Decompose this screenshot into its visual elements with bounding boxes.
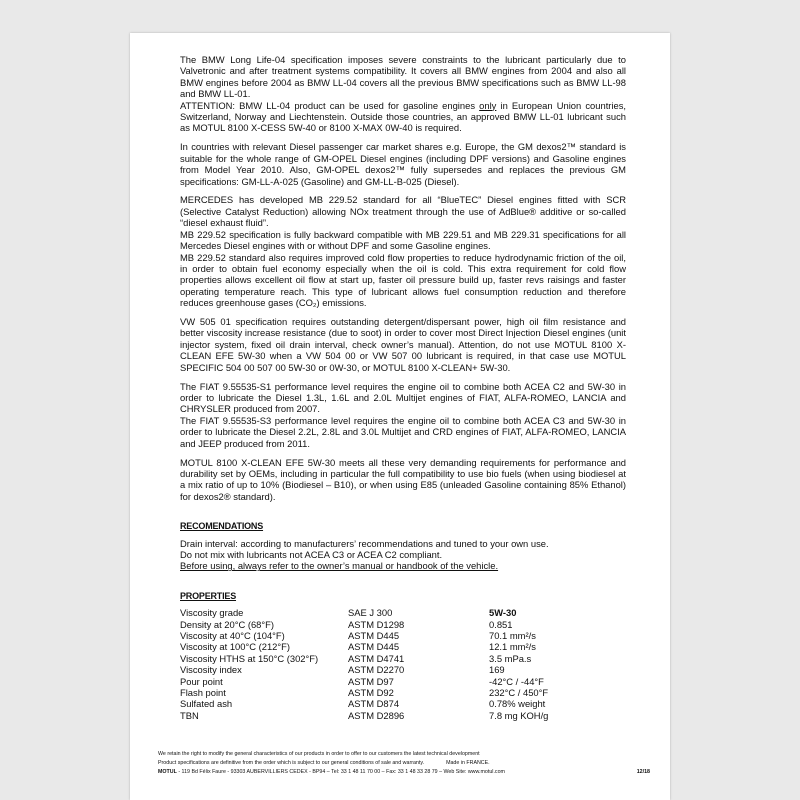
property-name: Viscosity index — [180, 664, 242, 676]
property-value: 0.78% weight — [489, 698, 546, 710]
property-value: 3.5 mPa.s — [489, 652, 532, 664]
fiat-s3-paragraph: The FIAT 9.55535-S3 performance level requires the engine oil to combine both ACEA C3 and 5W-30 in order to lubricate the Diesel 2.2L, 2.8L and 3.0L Multijet and CRD engines of FIAT, ALFA-ROMEO, LANCIA and JEEP produced from 2011. — [180, 414, 626, 449]
property-row — [180, 619, 626, 630]
property-row — [180, 698, 626, 709]
property-row — [180, 676, 626, 687]
property-method: ASTM D874 — [348, 698, 400, 710]
property-value: 12.1 mm²/s — [489, 641, 536, 653]
property-row — [180, 641, 626, 652]
bmw-paragraph: The BMW Long Life-04 specification imposes severe constraints to the lubricant particularly due to Valvetronic and after treatment systems compatibility. It covers all BMW engines from 2004 and also all BMW engines before 2004 as BMW LL-04 covers all the previous BMW specifications such as BMW LL-98 and BMW LL-01. — [180, 54, 626, 100]
property-value: 0.851 — [489, 618, 513, 630]
fiat-s1-paragraph: The FIAT 9.55535-S1 performance level requires the engine oil to combine both ACEA C2 and 5W-30 in order to lubricate the Diesel 1.3L, 1.6L and 2.0L Multijet engines of FIAT, ALFA-ROMEO, LANCIA and CHRYSLER produced from 2007. — [180, 380, 626, 415]
properties-heading: PROPERTIES — [180, 590, 237, 601]
property-row — [180, 687, 626, 698]
mb-compat-paragraph: MB 229.52 specification is fully backward compatible with MB 229.51 and MB 229.31 specifications for all Mercedes Diesel engines with or without DPF and some Gasoline engines. — [180, 228, 626, 252]
bmw-attention-paragraph: ATTENTION: BMW LL-04 product can be used for gasoline engines only in European Union countries, Switzerland, Norway and Liechtenstein. Outside those countries, an approved BMW LL-01 lubricant such as MOTUL 8100 X-CESS 5W-40 or 8100 X-MAX 0W-40 is required. — [180, 99, 627, 134]
recommendation-line: Before using, always refer to the owner’s manual or handbook of the vehicle. — [180, 560, 499, 572]
footer-brand: MOTUL — [158, 769, 177, 775]
mb-coldflow-paragraph: MB 229.52 standard also requires improved cold flow properties to reduce hydrodynamic friction of the oil, in order to obtain fuel economy especially when the oil is cold. This extra requirement for cold flow properties allows excellent oil flow at start up, faster oil pressure build up, faster revs raisings and faster operating temperature reach. This type of lubricant allows fuel consumption reduction and therefore reduces greenhouse gases (CO₂) emissions. — [180, 251, 626, 309]
page-footer — [158, 750, 650, 777]
property-method: ASTM D92 — [348, 687, 394, 698]
property-method: ASTM D97 — [348, 675, 394, 687]
property-value: 232°C / 450°F — [489, 687, 549, 698]
property-value: 5W-30 — [489, 607, 517, 619]
property-row — [180, 630, 626, 641]
mercedes-paragraph: MERCEDES has developed MB 229.52 standard for all “BlueTEC” Diesel engines fitted with SCR (Selective Catalyst Reduction) allowing NOx treatment through the use of AdBlue® additive or so-called “diesel exhaust fluid”. — [180, 194, 626, 229]
property-value: 70.1 mm²/s — [489, 629, 536, 641]
property-row — [180, 664, 626, 675]
gm-dexos2-paragraph: In countries with relevant Diesel passenger car market shares e.g. Europe, the GM dexos2™ standard is suitable for the whole range of GM-OPEL Diesel engines (including DPF versions) and Gasoline engines from Model Year 2010. Also, GM-OPEL dexos2™ fully supersedes and replaces the previous GM specifications: GM-LL-A-025 (Gasoline) and GM-LL-B-025 (Diesel). — [180, 141, 626, 187]
property-name: Sulfated ash — [180, 698, 233, 710]
property-method: ASTM D445 — [348, 629, 400, 641]
property-value: 169 — [489, 664, 505, 676]
vw-paragraph: VW 505 01 specification requires outstanding detergent/dispersant power, high oil film resistance and better viscosity increase resistance (due to soot) in order to cover most Direct Injection Diesel engines (unit injector system, fixed oil drain interval, check owner’s manual). Attention, do not use MOTUL 8100 X-CLEAN EFE 5W-30 when a VW 504 00 or VW 507 00 lubricant is required, in that case use MOTUL SPECIFIC 504 00 507 00 5W-30 or 0W-30, or MOTUL 8100 X-CLEAN+ 5W-30. — [180, 316, 626, 373]
property-name: TBN — [180, 709, 199, 721]
property-name: Viscosity at 40°C (104°F) — [180, 629, 285, 641]
property-row — [180, 710, 626, 721]
recommendation-line: Do not mix with lubricants not ACEA C3 or ACEA C2 compliant. — [180, 548, 443, 560]
page-content — [180, 54, 626, 721]
footer-address: MOTUL - 119 Bd Félix Faure - 93303 AUBERVILLIERS CEDEX - BP94 – Tel: 33 1 48 11 70 00 – Fax: 33 1 48 33 28 79 – Web Site: www.motul.com — [158, 769, 505, 775]
property-name: Flash point — [180, 687, 226, 698]
properties-table — [180, 607, 626, 721]
property-value: 7.8 mg KOH/g — [489, 709, 549, 721]
property-name: Density at 20°C (68°F) — [180, 618, 274, 630]
property-name: Viscosity at 100°C (212°F) — [180, 641, 290, 653]
motul-summary-paragraph: MOTUL 8100 X-CLEAN EFE 5W-30 meets all these very demanding requirements for performance and durability set by OEMs, including in particular the full compatibility to use bio fuels (when using biodiesel at a mix ratio of up to 10% (Biodiesel – B10), or when using E85 (unleaded Gasoline containing 85% Ethanol) for dexos2® standard). — [180, 456, 626, 502]
property-method: ASTM D1298 — [348, 618, 405, 630]
property-value: -42°C / -44°F — [489, 675, 544, 687]
property-method: SAE J 300 — [348, 607, 393, 619]
property-name: Viscosity grade — [180, 607, 244, 619]
property-row — [180, 607, 626, 618]
property-row — [180, 653, 626, 664]
document-page — [130, 33, 670, 800]
property-name: Pour point — [180, 675, 223, 687]
property-name: Viscosity HTHS at 150°C (302°F) — [180, 652, 319, 664]
property-method: ASTM D445 — [348, 641, 400, 653]
footer-made-in: Made in FRANCE. — [446, 760, 490, 766]
property-method: ASTM D4741 — [348, 652, 405, 664]
only-underlined: only — [479, 99, 497, 111]
footer-disclaimer: We retain the right to modify the general characteristics of our products in order to offer to our customers the latest technical development — [158, 751, 480, 757]
property-method: ASTM D2896 — [348, 709, 405, 721]
recommendations-heading: RECOMENDATIONS — [180, 521, 264, 532]
footer-conditions: Product specifications are definitive from the order which is subject to our general conditions of sale and warranty. — [158, 760, 425, 766]
recommendation-line: Drain interval: according to manufacturers’ recommendations and tuned to your own use. — [180, 537, 549, 549]
page-number: 12/18 — [636, 769, 650, 775]
property-method: ASTM D2270 — [348, 664, 405, 676]
